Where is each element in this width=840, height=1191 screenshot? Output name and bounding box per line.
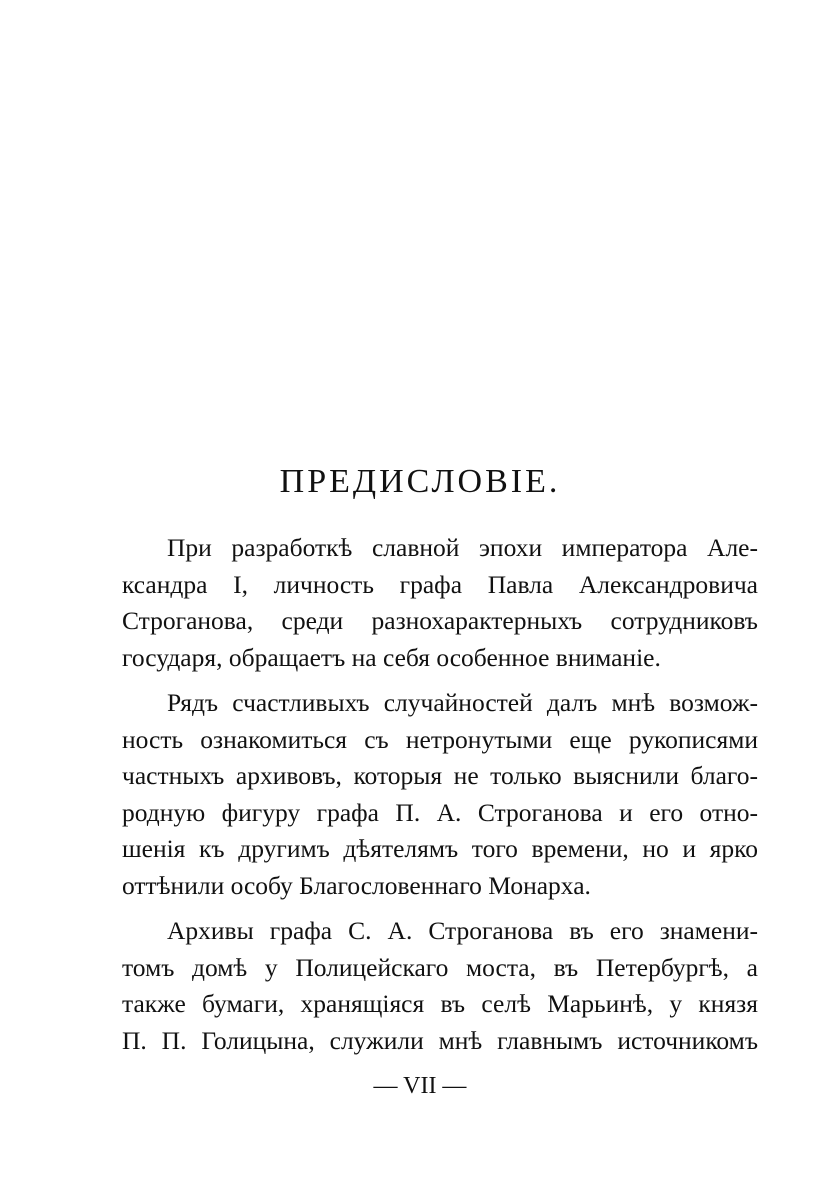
text-line: томъ домѣ у Полицейскаго моста, въ Петербургѣ, а (122, 952, 758, 982)
paragraph-1 (122, 530, 758, 676)
paragraph-3 (122, 913, 758, 1059)
text-line: Рядъ счастливыхъ случайностей далъ мнѣ возмож- (167, 688, 758, 717)
paragraph-2 (122, 685, 758, 904)
text-line: При разработкѣ славной эпохи императора Але- (167, 533, 758, 562)
page-title: ПРЕДИСЛОВІЕ. (279, 463, 561, 500)
text-line: государя, обращаетъ на себя особенное вниманіе. (122, 642, 661, 672)
text-line: ность ознакомиться съ нетронутыми еще рукописями (122, 724, 758, 754)
text-line: оттѣнили особу Благословеннаго Монарха. (122, 870, 591, 900)
page-number: — VII — (373, 1073, 467, 1099)
text-line: также бумаги, хранящіяся въ селѣ Марьинѣ, у князя (122, 989, 758, 1018)
text-line: Строганова, среди разнохарактерныхъ сотрудниковъ (122, 606, 758, 635)
body-text (122, 530, 758, 1059)
text-line: родную фигуру графа П. А. Строганова и его отно- (122, 797, 758, 827)
text-line: ксандра I, личность графа Павла Александровича (122, 569, 758, 599)
text-line: шенія къ другимъ дѣятелямъ того времени, но и ярко (122, 834, 758, 863)
text-line: частныхъ архивовъ, которыя не только выяснили благо- (122, 761, 758, 790)
text-line: П. П. Голицына, служили мнѣ главнымъ источникомъ (122, 1025, 758, 1055)
text-line: Архивы графа С. А. Строганова въ его знамени- (167, 916, 758, 945)
